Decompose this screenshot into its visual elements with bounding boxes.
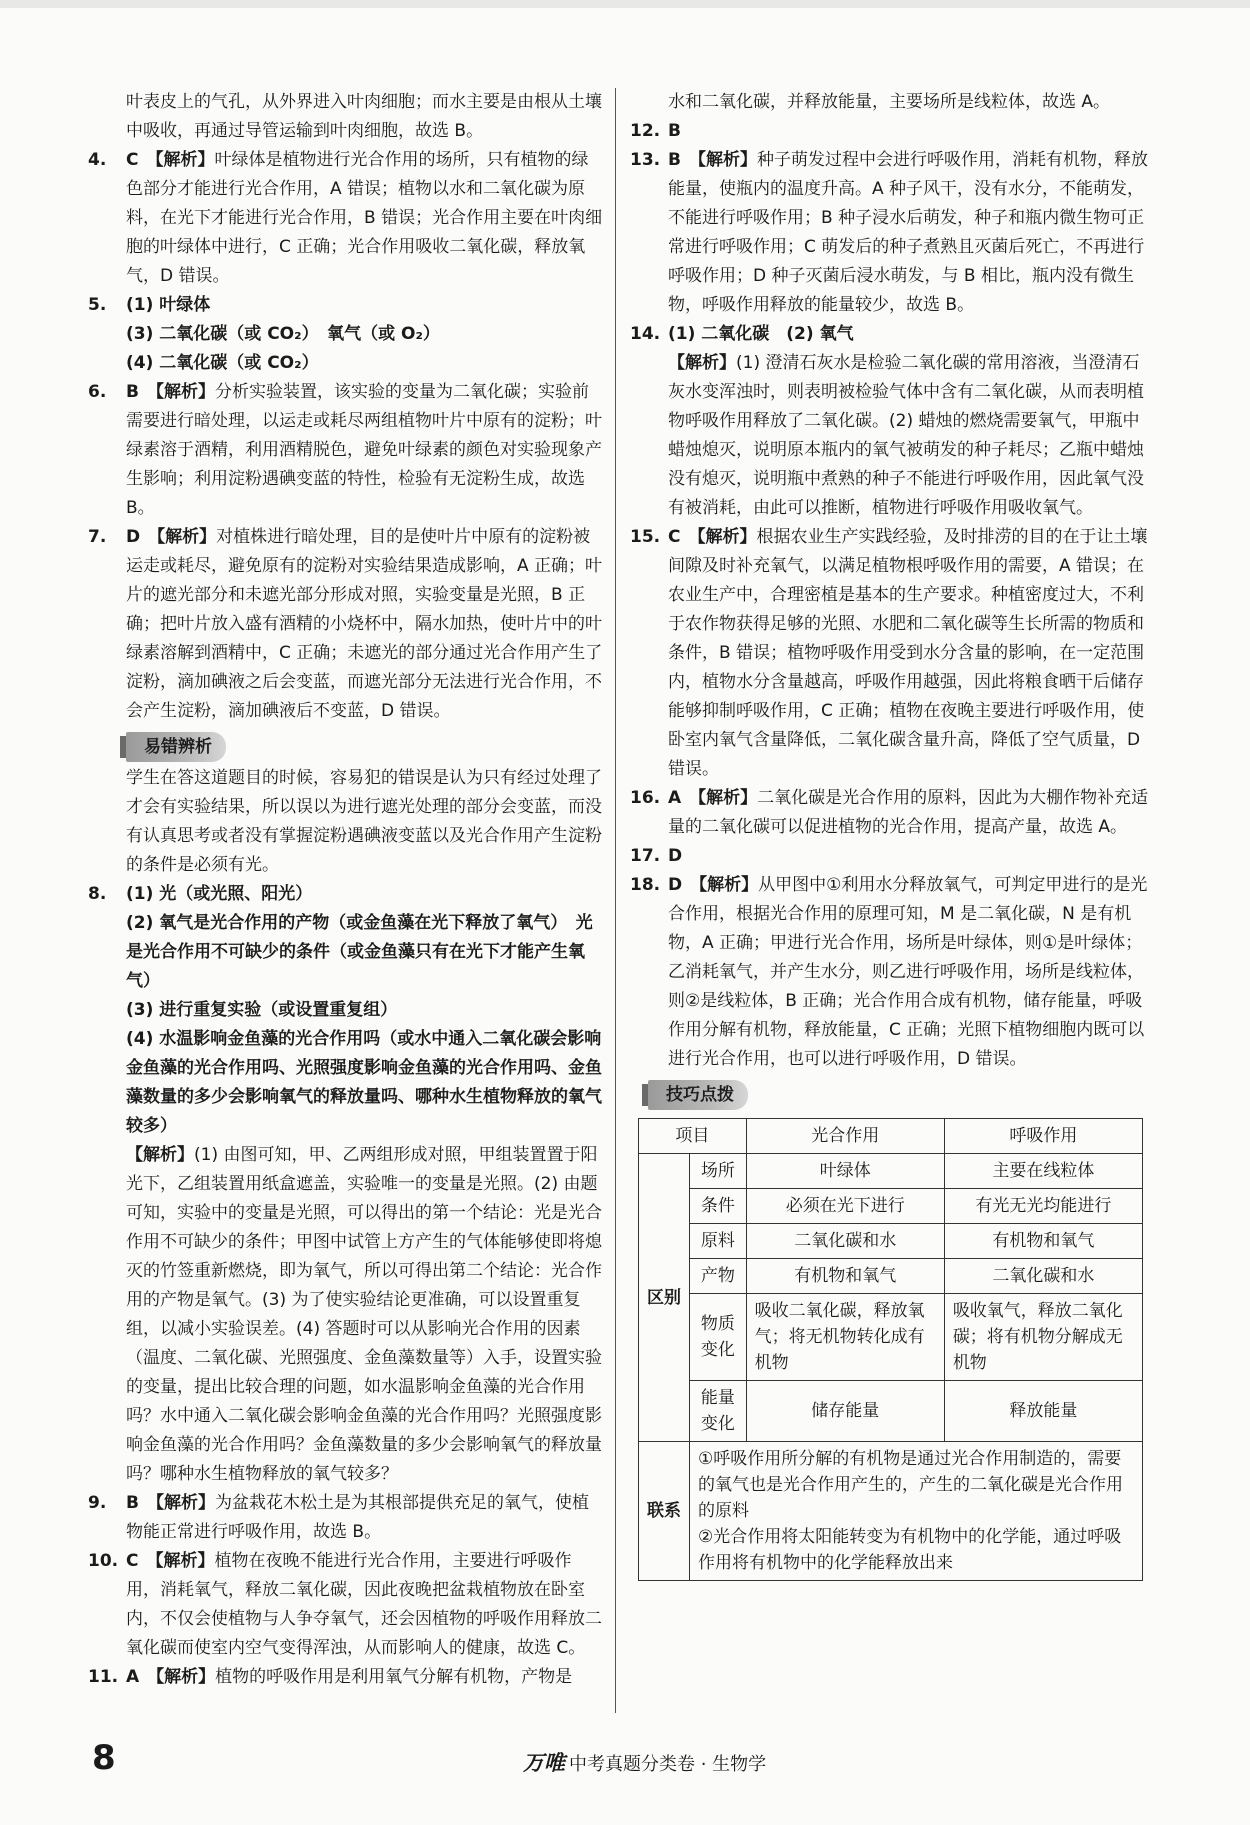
table-cell: 有光无光均能进行 bbox=[944, 1189, 1142, 1224]
question-number: 15. bbox=[630, 527, 661, 547]
table-cell: 场所 bbox=[690, 1154, 747, 1189]
answer-line: (1) 二氧化碳 (2) 氧气 bbox=[668, 324, 854, 344]
table-cell: 物质变化 bbox=[690, 1294, 747, 1381]
table-cell: 必须在光下进行 bbox=[746, 1189, 944, 1224]
question-number: 10. bbox=[88, 1551, 119, 1571]
answer-letter: B bbox=[668, 121, 681, 141]
table-header-row bbox=[639, 1119, 1143, 1154]
answer-letter: A bbox=[668, 788, 682, 808]
analysis-text: (1) 由图可知，甲、乙两组形成对照，甲组装置置于阳光下，乙组装置用纸盒遮盖，实验唯一的变量是光照。(2) 由题可知，实验中的变量是光照，可以得出的第一个结论：光是光合作用不可缺少的条件；甲图中试管上方产生的气体能够使即将熄灭的竹签重新燃烧，即为氧气，所以可得出第二个结论：光合作用的产物是氧气。(3) 为了使实验结论更准确，可以设置重复组，以减小实验误差。(4) 答题时可以从影响光合作用的因素（温度、二氧化碳、光照强度、金鱼藻数量等）入手，设置实验的变量，提出比较合理的问题，如水温影响金鱼藻的光合作用吗？水中通入二氧化碳会影响金鱼藻的光合作用吗？光照强度影响金鱼藻的光合作用吗？金鱼藻数量的多少会影响氧气的释放量吗？哪种水生植物释放的氧气较多？ bbox=[126, 1145, 602, 1484]
question-number: 18. bbox=[630, 875, 661, 895]
analysis-tag: 【解析】 bbox=[146, 1493, 215, 1513]
answer-5 bbox=[88, 291, 603, 378]
table-cell: 能量变化 bbox=[690, 1381, 747, 1442]
table-cell: 储存能量 bbox=[746, 1381, 944, 1442]
answer-line: (3) 进行重复实验（或设置重复组） bbox=[126, 1000, 398, 1020]
analysis-tag: 【解析】 bbox=[146, 1551, 215, 1571]
table-group-label: 区别 bbox=[639, 1154, 690, 1442]
answer-6 bbox=[88, 378, 603, 523]
analysis-text: 二氧化碳是光合作用的原料，因此为大棚作物补充适量的二氧化碳可以促进植物的光合作用，提高产量，故选 A。 bbox=[668, 788, 1149, 837]
answer-10 bbox=[88, 1547, 603, 1663]
question-number: 7. bbox=[88, 527, 107, 547]
analysis-text: 种子萌发过程中会进行呼吸作用，消耗有机物，释放能量，使瓶内的温度升高。A 种子风干，没有水分，不能萌发，不能进行呼吸作用；B 种子浸水后萌发，种子和瓶内微生物可正常进行呼吸作用；C 萌发后的种子煮熟且灭菌后死亡，不再进行呼吸作用；D 种子灭菌后浸水萌发，与 B 相比，瓶内没有微生物，呼吸作用释放的能量较少，故选 B。 bbox=[668, 150, 1148, 315]
question-number: 5. bbox=[88, 295, 107, 315]
table-cell: 原料 bbox=[690, 1224, 747, 1259]
callout-text: 学生在答这道题目的时候，容易犯的错误是认为只有经过处理了才会有实验结果，所以误以为进行遮光处理的部分会变蓝，而没有认真思考或者没有掌握淀粉遇碘液变蓝以及光合作用产生淀粉的条件是必须有光。 bbox=[126, 768, 602, 875]
tips-block bbox=[630, 1074, 1150, 1112]
continued-text: 叶表皮上的气孔，从外界进入叶肉细胞；而水主要是由根从土壤中吸收，再通过导管运输到叶肉细胞，故选 B。 bbox=[126, 92, 602, 141]
book-title: 中考真题分类卷 · 生物学 bbox=[569, 1754, 767, 1775]
answer-letter: B bbox=[126, 382, 139, 402]
table-cell: 释放能量 bbox=[944, 1381, 1142, 1442]
table-header: 呼吸作用 bbox=[944, 1119, 1142, 1154]
table-header: 项目 bbox=[639, 1119, 747, 1154]
table-cell: 有机物和氧气 bbox=[746, 1259, 944, 1294]
link-point: ①呼吸作用所分解的有机物是通过光合作用制造的，需要的氧气也是光合作用产生的，产生的二氧化碳是光合作用的原料 bbox=[698, 1449, 1123, 1521]
answer-line: (2) 氧气是光合作用的产物（或金鱼藻在光下释放了氧气） 光是光合作用不可缺少的条件（或金鱼藻只有在光下才能产生氧气） bbox=[126, 913, 593, 991]
left-column bbox=[88, 88, 603, 1692]
question-number: 12. bbox=[630, 121, 661, 141]
answer-14 bbox=[630, 320, 1150, 349]
answer-letter: C bbox=[126, 1551, 139, 1571]
table-row bbox=[639, 1154, 1143, 1189]
question-number: 13. bbox=[630, 150, 661, 170]
callout-label: 易错辨析 bbox=[126, 732, 226, 762]
analysis-text: 植物的呼吸作用是利用氧气分解有机物，产物是 bbox=[215, 1667, 573, 1687]
table-cell bbox=[690, 1442, 1143, 1581]
answer-13 bbox=[630, 146, 1150, 320]
question-number: 16. bbox=[630, 788, 661, 808]
table-header: 光合作用 bbox=[746, 1119, 944, 1154]
answer-18 bbox=[630, 871, 1150, 1074]
answer-line: (1) 光（或光照、阳光） bbox=[126, 884, 313, 904]
analysis-text: 为盆栽花木松土是为其根部提供充足的氧气，使植物能正常进行呼吸作用，故选 B。 bbox=[126, 1493, 589, 1542]
answer-15 bbox=[630, 523, 1150, 784]
analysis-text: (1) 澄清石灰水是检验二氧化碳的常用溶液，当澄清石灰水变浑浊时，则表明被检验气体中含有二氧化碳，从而表明植物呼吸作用释放了二氧化碳。(2) 蜡烛的燃烧需要氧气，甲瓶中蜡烛熄灭，说明原本瓶内的氧气被萌发的种子耗尽；乙瓶中蜡烛没有熄灭，说明瓶中煮熟的种子不能进行呼吸作用，因此氧气没有被消耗，由此可以推断，植物进行呼吸作用吸收氧气。 bbox=[668, 353, 1144, 518]
brand-logo: 万唯 bbox=[523, 1751, 565, 1775]
question-number: 9. bbox=[88, 1493, 107, 1513]
answer-12 bbox=[630, 117, 1150, 146]
answer-line: (4) 二氧化碳（或 CO₂） bbox=[126, 353, 319, 373]
table-cell: 产物 bbox=[690, 1259, 747, 1294]
answer-letter: B bbox=[668, 150, 681, 170]
analysis-tag: 【解析】 bbox=[688, 527, 757, 547]
analysis-tag: 【解析】 bbox=[147, 1667, 216, 1687]
table-cell: 吸收二氧化碳，释放氧气；将无机物转化成有机物 bbox=[746, 1294, 944, 1381]
analysis-tag: 【解析】 bbox=[146, 382, 215, 402]
table-cell: 吸收氧气，释放二氧化碳；将有机物分解成无机物 bbox=[944, 1294, 1142, 1381]
answer-letter: D bbox=[126, 527, 141, 547]
answer-letter: D bbox=[668, 875, 683, 895]
right-column bbox=[630, 88, 1150, 1581]
analysis-text: 叶绿体是植物进行光合作用的场所，只有植物的绿色部分才能进行光合作用，A 错误；植物以水和二氧化碳为原料，在光下才能进行光合作用，B 错误；光合作用主要在叶肉细胞的叶绿体中进行，C 正确；光合作用吸收二氧化碳，释放氧气，D 错误。 bbox=[126, 150, 603, 286]
analysis-tag: 【解析】 bbox=[668, 353, 736, 373]
analysis-tag: 【解析】 bbox=[148, 527, 217, 547]
callout-block bbox=[88, 726, 603, 880]
callout-label: 技巧点拨 bbox=[648, 1080, 748, 1110]
question-number: 14. bbox=[630, 324, 661, 344]
analysis-text: 植物在夜晚不能进行光合作用，主要进行呼吸作用，消耗氧气，释放二氧化碳，因此夜晚把盆栽植物放在卧室内，不仅会使植物与人争夺氧气，还会因植物的呼吸作用释放二氧化碳而使室内空气变得浑浊，从而影响人的健康，故选 C。 bbox=[126, 1551, 602, 1658]
continued-text: 水和二氧化碳，并释放能量，主要场所是线粒体，故选 A。 bbox=[668, 92, 1111, 112]
analysis-text: 分析实验装置，该实验的变量为二氧化碳；实验前需要进行暗处理，以运走或耗尽两组植物叶片中原有的淀粉；叶绿素溶于酒精，利用酒精脱色，避免叶绿素的颜色对实验现象产生影响；利用淀粉遇碘变蓝的特性，检验有无淀粉生成，故选 B。 bbox=[126, 382, 602, 518]
answer-letter: A bbox=[126, 1667, 140, 1687]
table-row bbox=[639, 1259, 1143, 1294]
top-edge bbox=[0, 0, 1250, 8]
question-number: 17. bbox=[630, 846, 661, 866]
answer-8 bbox=[88, 880, 603, 1489]
answer-17 bbox=[630, 842, 1150, 871]
table-row bbox=[639, 1294, 1143, 1381]
table-cell: 叶绿体 bbox=[746, 1154, 944, 1189]
question-number: 6. bbox=[88, 382, 107, 402]
analysis-text: 对植株进行暗处理，目的是使叶片中原有的淀粉被运走或耗尽，避免原有的淀粉对实验结果造成影响，A 正确；叶片的遮光部分和未遮光部分形成对照，实验变量是光照，B 正确；把叶片放入盛有酒精的小烧杯中，隔水加热，使叶片中的叶绿素溶解到酒精中，C 正确；未遮光的部分通过光合作用产生了淀粉，滴加碘液之后会变蓝，而遮光部分无法进行光合作用，不会产生淀粉，滴加碘液后不变蓝，D 错误。 bbox=[126, 527, 603, 721]
answer-letter: C bbox=[126, 150, 139, 170]
table-cell: 有机物和氧气 bbox=[944, 1224, 1142, 1259]
answer-line: (4) 水温影响金鱼藻的光合作用吗（或水中通入二氧化碳会影响金鱼藻的光合作用吗、光照强度影响金鱼藻的光合作用吗、金鱼藻数量的多少会影响氧气的释放量吗、哪种水生植物释放的氧气较多） bbox=[126, 1029, 602, 1136]
link-point: ②光合作用将太阳能转变为有机物中的化学能，通过呼吸作用将有机物中的化学能释放出来 bbox=[698, 1527, 1122, 1573]
analysis-tag: 【解析】 bbox=[688, 150, 757, 170]
table-cell: 条件 bbox=[690, 1189, 747, 1224]
question-number: 11. bbox=[88, 1667, 119, 1687]
table-row bbox=[639, 1442, 1143, 1581]
question-number: 8. bbox=[88, 884, 107, 904]
table-cell: 二氧化碳和水 bbox=[746, 1224, 944, 1259]
analysis-tag: 【解析】 bbox=[146, 150, 215, 170]
table-cell: 主要在线粒体 bbox=[944, 1154, 1142, 1189]
table-row bbox=[639, 1224, 1143, 1259]
answer-4 bbox=[88, 146, 603, 291]
analysis-text: 从甲图中①利用水分释放氧气，可判定甲进行的是光合作用，根据光合作用的原理可知，M 是二氧化碳，N 是有机物，A 正确；甲进行光合作用，场所是叶绿体，则①是叶绿体；乙消耗氧气，并产生水分，则乙进行呼吸作用，场所是线粒体，则②是线粒体，B 正确；光合作用合成有机物，储存能量，呼吸作用分解有机物，释放能量，C 正确；光照下植物细胞内既可以进行光合作用，也可以进行呼吸作用，D 错误。 bbox=[668, 875, 1148, 1069]
column-divider bbox=[615, 88, 616, 1713]
analysis-tag: 【解析】 bbox=[126, 1145, 194, 1165]
answer-letter: B bbox=[126, 1493, 139, 1513]
answer-letter: D bbox=[668, 846, 683, 866]
answer-letter: C bbox=[668, 527, 681, 547]
comparison-table bbox=[638, 1118, 1143, 1581]
table-row bbox=[639, 1189, 1143, 1224]
analysis-text: 根据农业生产实践经验，及时排涝的目的在于让土壤间隙及时补充氧气，以满足植物根呼吸作用的需要，A 错误；在农业生产中，合理密植是基本的生产要求。种植密度过大，不利于农作物获得足够的光照、水肥和二氧化碳等生长所需的物质和条件，B 错误；植物呼吸作用受到水分含量的影响，在一定范围内，植物水分含量越高，呼吸作用越强，因此将粮食晒干后储存能够抑制呼吸作用，C 正确；植物在夜晚主要进行呼吸作用，使卧室内氧气含量降低，二氧化碳含量升高，降低了空气质量，D 错误。 bbox=[668, 527, 1148, 779]
footer-brand bbox=[523, 1747, 766, 1777]
analysis-tag: 【解析】 bbox=[689, 788, 758, 808]
answer-11 bbox=[88, 1663, 603, 1692]
table-group-label: 联系 bbox=[639, 1442, 690, 1581]
page-number: 8 bbox=[92, 1738, 116, 1778]
answer-7 bbox=[88, 523, 603, 726]
table-row bbox=[639, 1381, 1143, 1442]
analysis-tag: 【解析】 bbox=[690, 875, 759, 895]
answer-line: (3) 二氧化碳（或 CO₂） 氧气（或 O₂） bbox=[126, 324, 440, 344]
answer-16 bbox=[630, 784, 1150, 842]
answer-line: (1) 叶绿体 bbox=[126, 295, 211, 315]
answer-9 bbox=[88, 1489, 603, 1547]
table-cell: 二氧化碳和水 bbox=[944, 1259, 1142, 1294]
question-number: 4. bbox=[88, 150, 107, 170]
